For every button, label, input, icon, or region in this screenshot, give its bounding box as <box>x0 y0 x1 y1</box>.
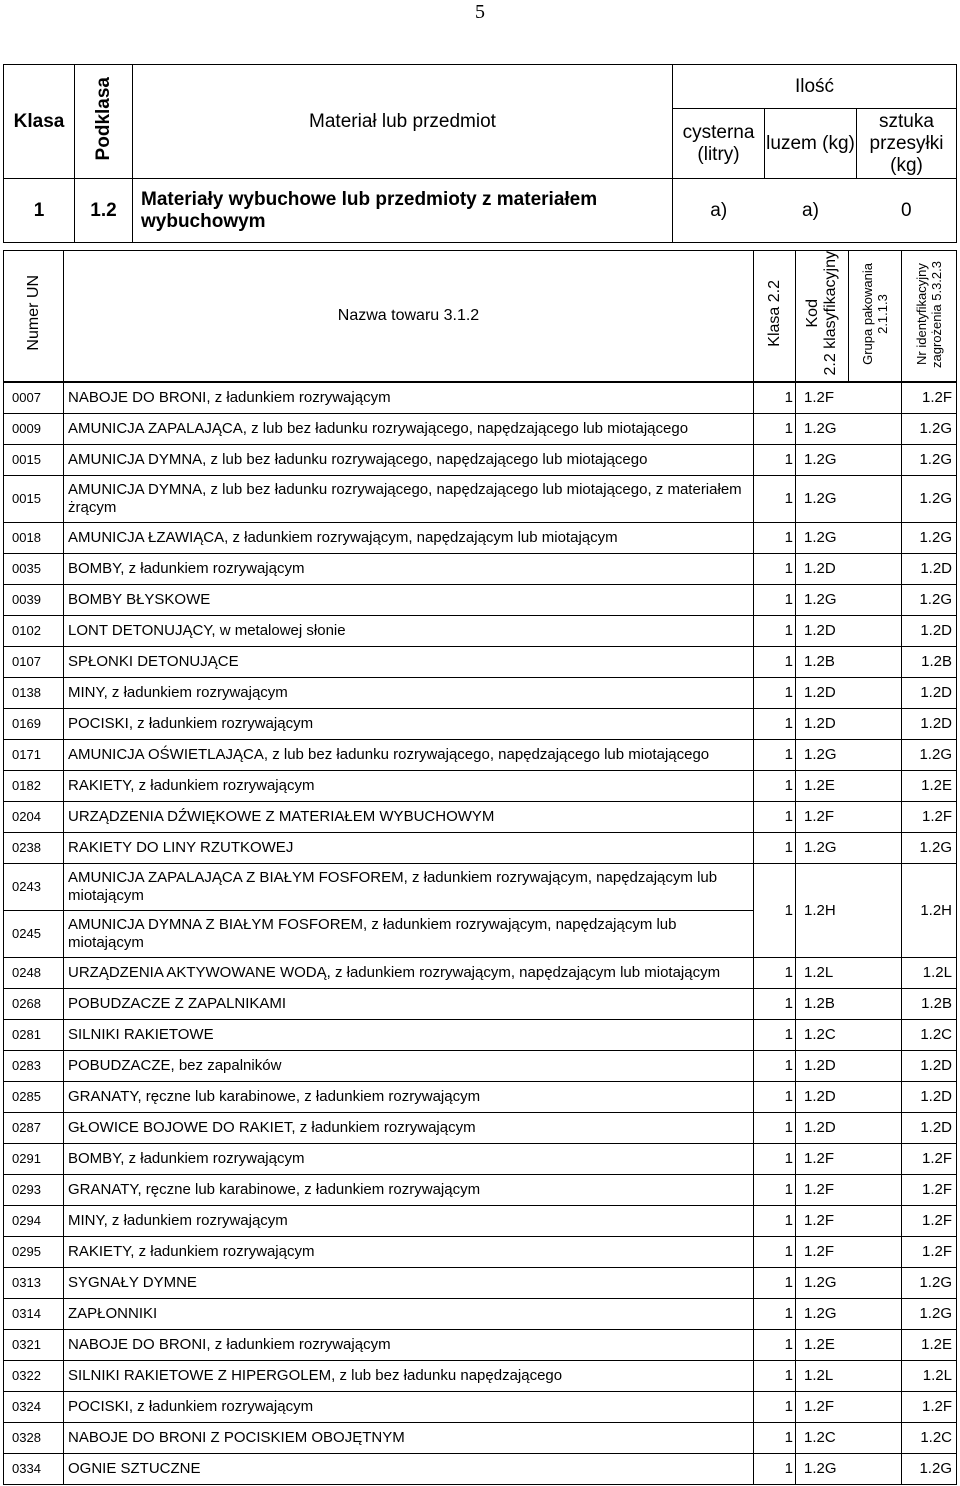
classification-code: 1.2D <box>796 1082 902 1113</box>
goods-name: AMUNICJA DYMNA Z BIAŁYM FOSFOREM, z ładunkiem rozrywającym, napędzającym lub miotającym <box>64 911 754 958</box>
goods-name: NABOJE DO BRONI, z ładunkiem rozrywającym <box>64 383 754 414</box>
classification-code: 1.2G <box>796 1268 902 1299</box>
un-number: 0107 <box>4 647 64 678</box>
data-table <box>3 382 957 1485</box>
col-kod-label-1: Kod <box>804 299 821 328</box>
class-value: 1 <box>754 678 796 709</box>
class-value: 1 <box>754 523 796 554</box>
table-row <box>4 1330 957 1361</box>
table-row <box>4 771 957 802</box>
hazard-code: 1.2F <box>902 383 957 414</box>
un-number: 0293 <box>4 1175 64 1206</box>
table-row <box>4 864 957 911</box>
class-value: 1 <box>754 1330 796 1361</box>
header-podklasa <box>75 65 133 179</box>
col-nazwa: Nazwa towaru 3.1.2 <box>64 251 754 382</box>
hazard-code: 1.2G <box>902 1299 957 1330</box>
goods-name: AMUNICJA ZAPALAJĄCA Z BIAŁYM FOSFOREM, z ładunkiem rozrywającym, napędzającym lub miotającym <box>64 864 754 911</box>
un-number: 0248 <box>4 958 64 989</box>
hazard-code: 1.2H <box>902 864 957 958</box>
classification-code: 1.2B <box>796 989 902 1020</box>
class-value: 1 <box>754 1020 796 1051</box>
class-value: 1 <box>754 1299 796 1330</box>
classification-code: 1.2D <box>796 1051 902 1082</box>
class-value: 1 <box>754 864 796 958</box>
un-number: 0324 <box>4 1392 64 1423</box>
goods-name: POCISKI, z ładunkiem rozrywającym <box>64 1392 754 1423</box>
hazard-code: 1.2B <box>902 647 957 678</box>
table-row <box>4 1175 957 1206</box>
class-value: 1 <box>754 740 796 771</box>
hazard-code: 1.2G <box>902 1454 957 1485</box>
row-luzem: a) <box>765 179 857 243</box>
hazard-code: 1.2C <box>902 1020 957 1051</box>
table-row <box>4 740 957 771</box>
class-value: 1 <box>754 1051 796 1082</box>
goods-name: GRANATY, ręczne lub karabinowe, z ładunkiem rozrywającym <box>64 1175 754 1206</box>
col-nr <box>902 251 957 382</box>
class-value: 1 <box>754 585 796 616</box>
un-number: 0138 <box>4 678 64 709</box>
hazard-code: 1.2D <box>902 678 957 709</box>
col-grupa-label-1: Grupa pakowania <box>860 263 875 366</box>
classification-code: 1.2L <box>796 958 902 989</box>
col-numer-un-label: Numer UN <box>24 275 42 352</box>
class-value: 1 <box>754 1082 796 1113</box>
table-row <box>4 1020 957 1051</box>
goods-name: SILNIKI RAKIETOWE Z HIPERGOLEM, z lub bez ładunku napędzającego <box>64 1361 754 1392</box>
table-row <box>4 647 957 678</box>
goods-name: RAKIETY DO LINY RZUTKOWEJ <box>64 833 754 864</box>
goods-name: BOMBY, z ładunkiem rozrywającym <box>64 1144 754 1175</box>
goods-name: URZĄDZENIA DŹWIĘKOWE Z MATERIAŁEM WYBUCHOWYM <box>64 802 754 833</box>
hazard-code: 1.2G <box>902 740 957 771</box>
table-row <box>4 523 957 554</box>
un-number: 0169 <box>4 709 64 740</box>
col-kod-label-2: 2.2 klasyfikacyjny <box>822 251 839 376</box>
hazard-code: 1.2G <box>902 523 957 554</box>
table-row <box>4 585 957 616</box>
classification-code: 1.2D <box>796 709 902 740</box>
class-value: 1 <box>754 445 796 476</box>
hazard-code: 1.2G <box>902 445 957 476</box>
table-row <box>4 554 957 585</box>
hazard-code: 1.2D <box>902 616 957 647</box>
hazard-code: 1.2F <box>902 1206 957 1237</box>
goods-name: AMUNICJA DYMNA, z lub bez ładunku rozrywającego, napędzającego lub miotającego <box>64 445 754 476</box>
goods-name: AMUNICJA DYMNA, z lub bez ładunku rozrywającego, napędzającego lub miotającego, z materiałem żrącym <box>64 476 754 523</box>
table-row <box>4 958 957 989</box>
classification-code: 1.2L <box>796 1361 902 1392</box>
table-row <box>4 833 957 864</box>
goods-name: SPŁONKI DETONUJĄCE <box>64 647 754 678</box>
col-nr-label-2: zagrożenia 5.3.2.3 <box>929 260 944 368</box>
hazard-code: 1.2B <box>902 989 957 1020</box>
un-number: 0039 <box>4 585 64 616</box>
header-luzem: luzem (kg) <box>765 109 857 179</box>
table-row <box>4 414 957 445</box>
table-row <box>4 1454 957 1485</box>
goods-name: AMUNICJA ŁZAWIĄCA, z ładunkiem rozrywającym, napędzającym lub miotającym <box>64 523 754 554</box>
table-row <box>4 678 957 709</box>
col-grupa-label-2: 2.1.1.3 <box>875 294 890 335</box>
class-value: 1 <box>754 709 796 740</box>
classification-code: 1.2F <box>796 1206 902 1237</box>
class-value: 1 <box>754 476 796 523</box>
classification-code: 1.2G <box>796 740 902 771</box>
hazard-code: 1.2G <box>902 585 957 616</box>
un-number: 0314 <box>4 1299 64 1330</box>
class-value: 1 <box>754 1206 796 1237</box>
goods-name: OGNIE SZTUCZNE <box>64 1454 754 1485</box>
table-row <box>4 1299 957 1330</box>
goods-name: GRANATY, ręczne lub karabinowe, z ładunkiem rozrywającym <box>64 1082 754 1113</box>
table-row <box>4 1206 957 1237</box>
classification-code: 1.2F <box>796 1175 902 1206</box>
hazard-code: 1.2C <box>902 1423 957 1454</box>
classification-code: 1.2G <box>796 833 902 864</box>
un-number: 0285 <box>4 1082 64 1113</box>
classification-code: 1.2D <box>796 616 902 647</box>
table-row <box>4 476 957 523</box>
un-number: 0295 <box>4 1237 64 1268</box>
hazard-code: 1.2G <box>902 1268 957 1299</box>
un-number: 0007 <box>4 383 64 414</box>
class-value: 1 <box>754 414 796 445</box>
un-number: 0328 <box>4 1423 64 1454</box>
un-number: 0015 <box>4 445 64 476</box>
class-value: 1 <box>754 1113 796 1144</box>
class-value: 1 <box>754 1237 796 1268</box>
col-kod <box>796 251 849 382</box>
classification-code: 1.2F <box>796 1144 902 1175</box>
un-number: 0245 <box>4 911 64 958</box>
classification-code: 1.2D <box>796 554 902 585</box>
un-number: 0294 <box>4 1206 64 1237</box>
table-row <box>4 383 957 414</box>
goods-name: POBUDZACZE, bez zapalników <box>64 1051 754 1082</box>
goods-name: RAKIETY, z ładunkiem rozrywającym <box>64 1237 754 1268</box>
hazard-code: 1.2D <box>902 554 957 585</box>
header-cysterna: cysterna (litry) <box>673 109 765 179</box>
goods-name: MINY, z ładunkiem rozrywającym <box>64 1206 754 1237</box>
goods-name: MINY, z ładunkiem rozrywającym <box>64 678 754 709</box>
goods-name: GŁOWICE BOJOWE DO RAKIET, z ładunkiem rozrywającym <box>64 1113 754 1144</box>
row-cysterna: a) <box>673 179 765 243</box>
classification-code: 1.2E <box>796 771 902 802</box>
un-number: 0283 <box>4 1051 64 1082</box>
classification-code: 1.2E <box>796 1330 902 1361</box>
class-value: 1 <box>754 958 796 989</box>
classification-code: 1.2C <box>796 1020 902 1051</box>
hazard-code: 1.2L <box>902 958 957 989</box>
classification-code: 1.2F <box>796 1392 902 1423</box>
class-value: 1 <box>754 833 796 864</box>
hazard-code: 1.2L <box>902 1361 957 1392</box>
row-podklasa: 1.2 <box>75 179 133 243</box>
class-value: 1 <box>754 647 796 678</box>
col-numer-un <box>4 251 64 382</box>
un-number: 0287 <box>4 1113 64 1144</box>
row-klasa: 1 <box>4 179 75 243</box>
table-row <box>4 1113 957 1144</box>
goods-name: LONT DETONUJĄCY, w metalowej słonie <box>64 616 754 647</box>
col-klasa-label: Klasa 2.2 <box>765 279 783 347</box>
un-number: 0204 <box>4 802 64 833</box>
classification-code: 1.2D <box>796 1113 902 1144</box>
hazard-code: 1.2F <box>902 802 957 833</box>
un-number: 0313 <box>4 1268 64 1299</box>
header-klasa: Klasa <box>4 65 75 179</box>
un-number: 0171 <box>4 740 64 771</box>
un-number: 0281 <box>4 1020 64 1051</box>
class-value: 1 <box>754 1454 796 1485</box>
header-table <box>3 64 957 243</box>
table-row <box>4 709 957 740</box>
un-number: 0009 <box>4 414 64 445</box>
goods-name: ZAPŁONNIKI <box>64 1299 754 1330</box>
un-number: 0268 <box>4 989 64 1020</box>
classification-code: 1.2F <box>796 383 902 414</box>
goods-name: URZĄDZENIA AKTYWOWANE WODĄ, z ładunkiem rozrywającym, napędzającym lub miotającym <box>64 958 754 989</box>
un-number: 0334 <box>4 1454 64 1485</box>
table-row <box>4 1361 957 1392</box>
hazard-code: 1.2D <box>902 1082 957 1113</box>
table-row <box>4 616 957 647</box>
hazard-code: 1.2G <box>902 833 957 864</box>
table-row <box>4 989 957 1020</box>
hazard-code: 1.2F <box>902 1144 957 1175</box>
table-row <box>4 1423 957 1454</box>
header-ilosc: Ilość <box>673 65 957 109</box>
hazard-code: 1.2G <box>902 476 957 523</box>
header-sztuka: sztuka przesyłki (kg) <box>857 109 957 179</box>
un-number: 0102 <box>4 616 64 647</box>
table-row <box>4 1051 957 1082</box>
class-value: 1 <box>754 802 796 833</box>
classification-code: 1.2H <box>796 864 902 958</box>
goods-name: POBUDZACZE Z ZAPALNIKAMI <box>64 989 754 1020</box>
un-number: 0182 <box>4 771 64 802</box>
hazard-code: 1.2F <box>902 1175 957 1206</box>
hazard-code: 1.2E <box>902 1330 957 1361</box>
row-material: Materiały wybuchowe lub przedmioty z materiałem wybuchowym <box>133 179 673 243</box>
goods-name: POCISKI, z ładunkiem rozrywającym <box>64 709 754 740</box>
table-row <box>4 1144 957 1175</box>
table-row <box>4 445 957 476</box>
col-nr-label-1: Nr identyfikacyjny <box>914 263 929 366</box>
hazard-code: 1.2E <box>902 771 957 802</box>
un-number: 0035 <box>4 554 64 585</box>
classification-code: 1.2G <box>796 476 902 523</box>
table-row <box>4 1082 957 1113</box>
class-value: 1 <box>754 1392 796 1423</box>
classification-code: 1.2G <box>796 1299 902 1330</box>
goods-name: AMUNICJA OŚWIETLAJĄCA, z lub bez ładunku rozrywającego, napędzającego lub miotającego <box>64 740 754 771</box>
hazard-code: 1.2D <box>902 1051 957 1082</box>
class-value: 1 <box>754 616 796 647</box>
class-value: 1 <box>754 989 796 1020</box>
page-number: 5 <box>475 1 485 23</box>
classification-code: 1.2B <box>796 647 902 678</box>
goods-name: NABOJE DO BRONI Z POCISKIEM OBOJĘTNYM <box>64 1423 754 1454</box>
goods-name: SILNIKI RAKIETOWE <box>64 1020 754 1051</box>
class-value: 1 <box>754 1144 796 1175</box>
hazard-code: 1.2D <box>902 1113 957 1144</box>
class-value: 1 <box>754 554 796 585</box>
hazard-code: 1.2F <box>902 1237 957 1268</box>
classification-code: 1.2G <box>796 523 902 554</box>
goods-name: NABOJE DO BRONI, z ładunkiem rozrywającym <box>64 1330 754 1361</box>
classification-code: 1.2G <box>796 585 902 616</box>
table-row <box>4 802 957 833</box>
goods-name: AMUNICJA ZAPALAJĄCA, z lub bez ładunku rozrywającego, napędzającego lub miotającego <box>64 414 754 445</box>
class-value: 1 <box>754 383 796 414</box>
header-material: Materiał lub przedmiot <box>133 65 673 179</box>
classification-code: 1.2G <box>796 414 902 445</box>
class-value: 1 <box>754 1423 796 1454</box>
classification-code: 1.2G <box>796 445 902 476</box>
hazard-code: 1.2D <box>902 709 957 740</box>
un-number: 0243 <box>4 864 64 911</box>
classification-code: 1.2G <box>796 1454 902 1485</box>
un-number: 0322 <box>4 1361 64 1392</box>
classification-code: 1.2F <box>796 802 902 833</box>
classification-code: 1.2D <box>796 678 902 709</box>
table-row <box>4 1237 957 1268</box>
goods-name: RAKIETY, z ładunkiem rozrywającym <box>64 771 754 802</box>
col-klasa <box>754 251 796 382</box>
column-header-table <box>3 250 957 382</box>
hazard-code: 1.2G <box>902 414 957 445</box>
header-podklasa-label: Podklasa <box>92 76 114 161</box>
goods-name: SYGNAŁY DYMNE <box>64 1268 754 1299</box>
un-number: 0321 <box>4 1330 64 1361</box>
class-value: 1 <box>754 1268 796 1299</box>
classification-code: 1.2F <box>796 1237 902 1268</box>
hazard-code: 1.2F <box>902 1392 957 1423</box>
class-value: 1 <box>754 1361 796 1392</box>
un-number: 0238 <box>4 833 64 864</box>
table-row <box>4 1392 957 1423</box>
class-value: 1 <box>754 771 796 802</box>
class-value: 1 <box>754 1175 796 1206</box>
classification-code: 1.2C <box>796 1423 902 1454</box>
row-sztuka: 0 <box>857 179 957 243</box>
col-grupa <box>849 251 902 382</box>
un-number: 0018 <box>4 523 64 554</box>
goods-name: BOMBY BŁYSKOWE <box>64 585 754 616</box>
goods-name: BOMBY, z ładunkiem rozrywającym <box>64 554 754 585</box>
un-number: 0015 <box>4 476 64 523</box>
un-number: 0291 <box>4 1144 64 1175</box>
table-row <box>4 1268 957 1299</box>
